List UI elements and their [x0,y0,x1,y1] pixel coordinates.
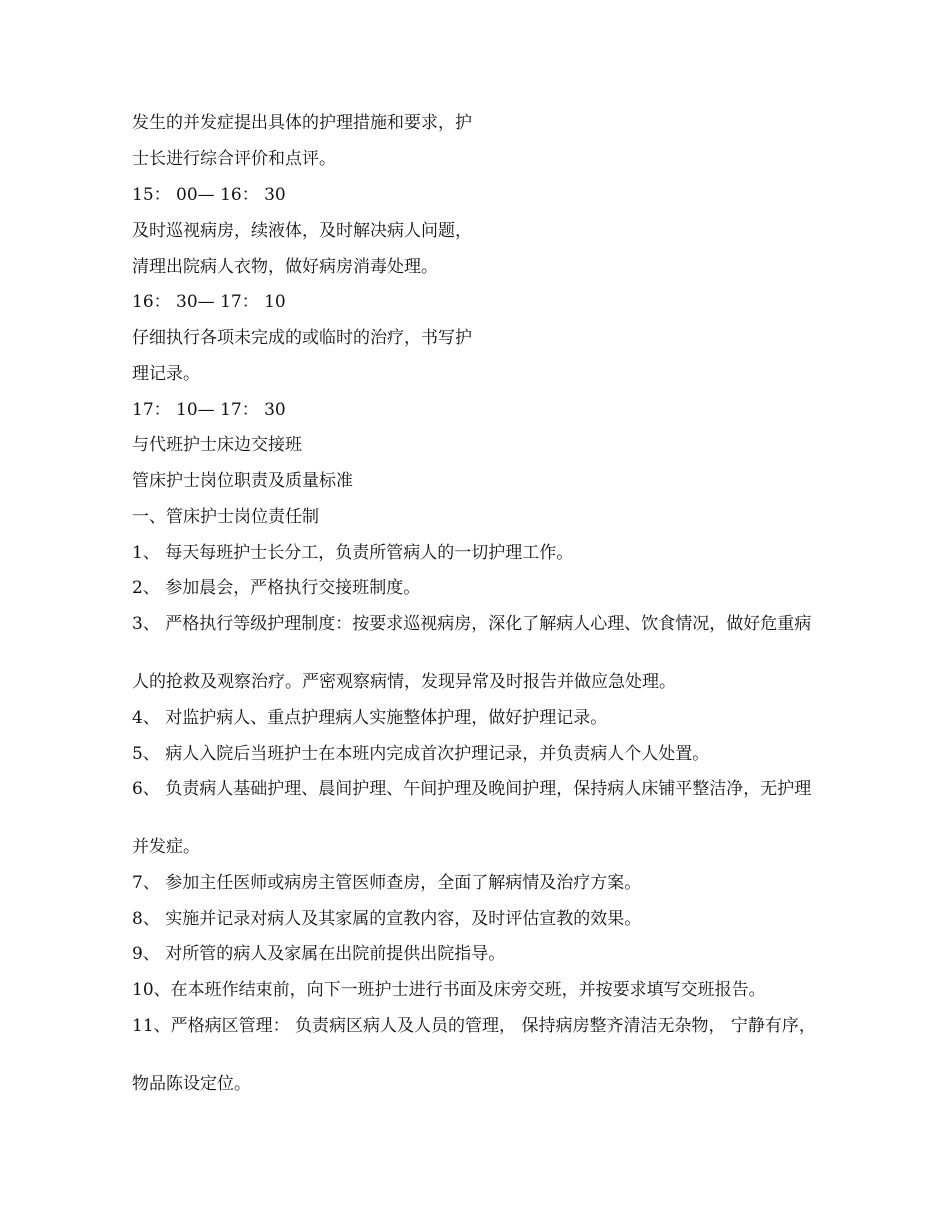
text-line: 仔细执行各项未完成的或临时的治疗，书写护 [132,328,472,348]
section-heading: 一、管床护士岗位责任制 [132,507,319,527]
text-line: 清理出院病人衣物，做好病房消毒处理。 [132,257,438,277]
list-item: 6、 负责病人基础护理、晨间护理、午间护理及晚间护理，保持病人床铺平整洁净，无护理 [132,779,812,799]
section-title: 管床护士岗位职责及质量标准 [132,471,353,491]
text-line: 与代班护士床边交接班 [132,435,302,455]
list-item: 3、 严格执行等级护理制度：按要求巡视病房，深化了解病人心理、饮食情况，做好危重病 [132,614,812,634]
list-item: 5、 病人入院后当班护士在本班内完成首次护理记录，并负责病人个人处置。 [132,744,710,764]
list-item: 11、严格病区管理： 负责病区病人及人员的管理， 保持病房整齐清洁无杂物， 宁静有序， [132,1016,816,1036]
list-item: 7、 参加主任医师或病房主管医师查房，全面了解病情及治疗方案。 [132,873,642,893]
list-item: 10、在本班作结束前，向下一班护士进行书面及床旁交班，并按要求填写交班报告。 [132,980,766,1000]
time-range: 17： 10— 17： 30 [132,400,286,420]
time-range: 15： 00— 16： 30 [132,185,286,205]
list-item-continuation: 物品陈设定位。 [132,1074,251,1094]
list-item-continuation: 并发症。 [132,837,200,857]
list-item: 2、 参加晨会，严格执行交接班制度。 [132,578,421,598]
time-range: 16： 30— 17： 10 [132,292,286,312]
text-line: 及时巡视病房，续液体，及时解决病人问题， [132,221,472,241]
text-line: 理记录。 [132,364,200,384]
text-line: 发生的并发症提出具体的护理措施和要求，护 [132,113,472,133]
list-item: 9、 对所管的病人及家属在出院前提供出院指导。 [132,944,506,964]
list-item: 8、 实施并记录对病人及其家属的宣教内容，及时评估宣教的效果。 [132,909,642,929]
text-line: 士长进行综合评价和点评。 [132,149,336,169]
list-item: 1、 每天每班护士长分工，负责所管病人的一切护理工作。 [132,543,574,563]
list-item: 4、 对监护病人、重点护理病人实施整体护理，做好护理记录。 [132,708,608,728]
list-item-continuation: 人的抢救及观察治疗。严密观察病情，发现异常及时报告并做应急处理。 [132,672,676,692]
